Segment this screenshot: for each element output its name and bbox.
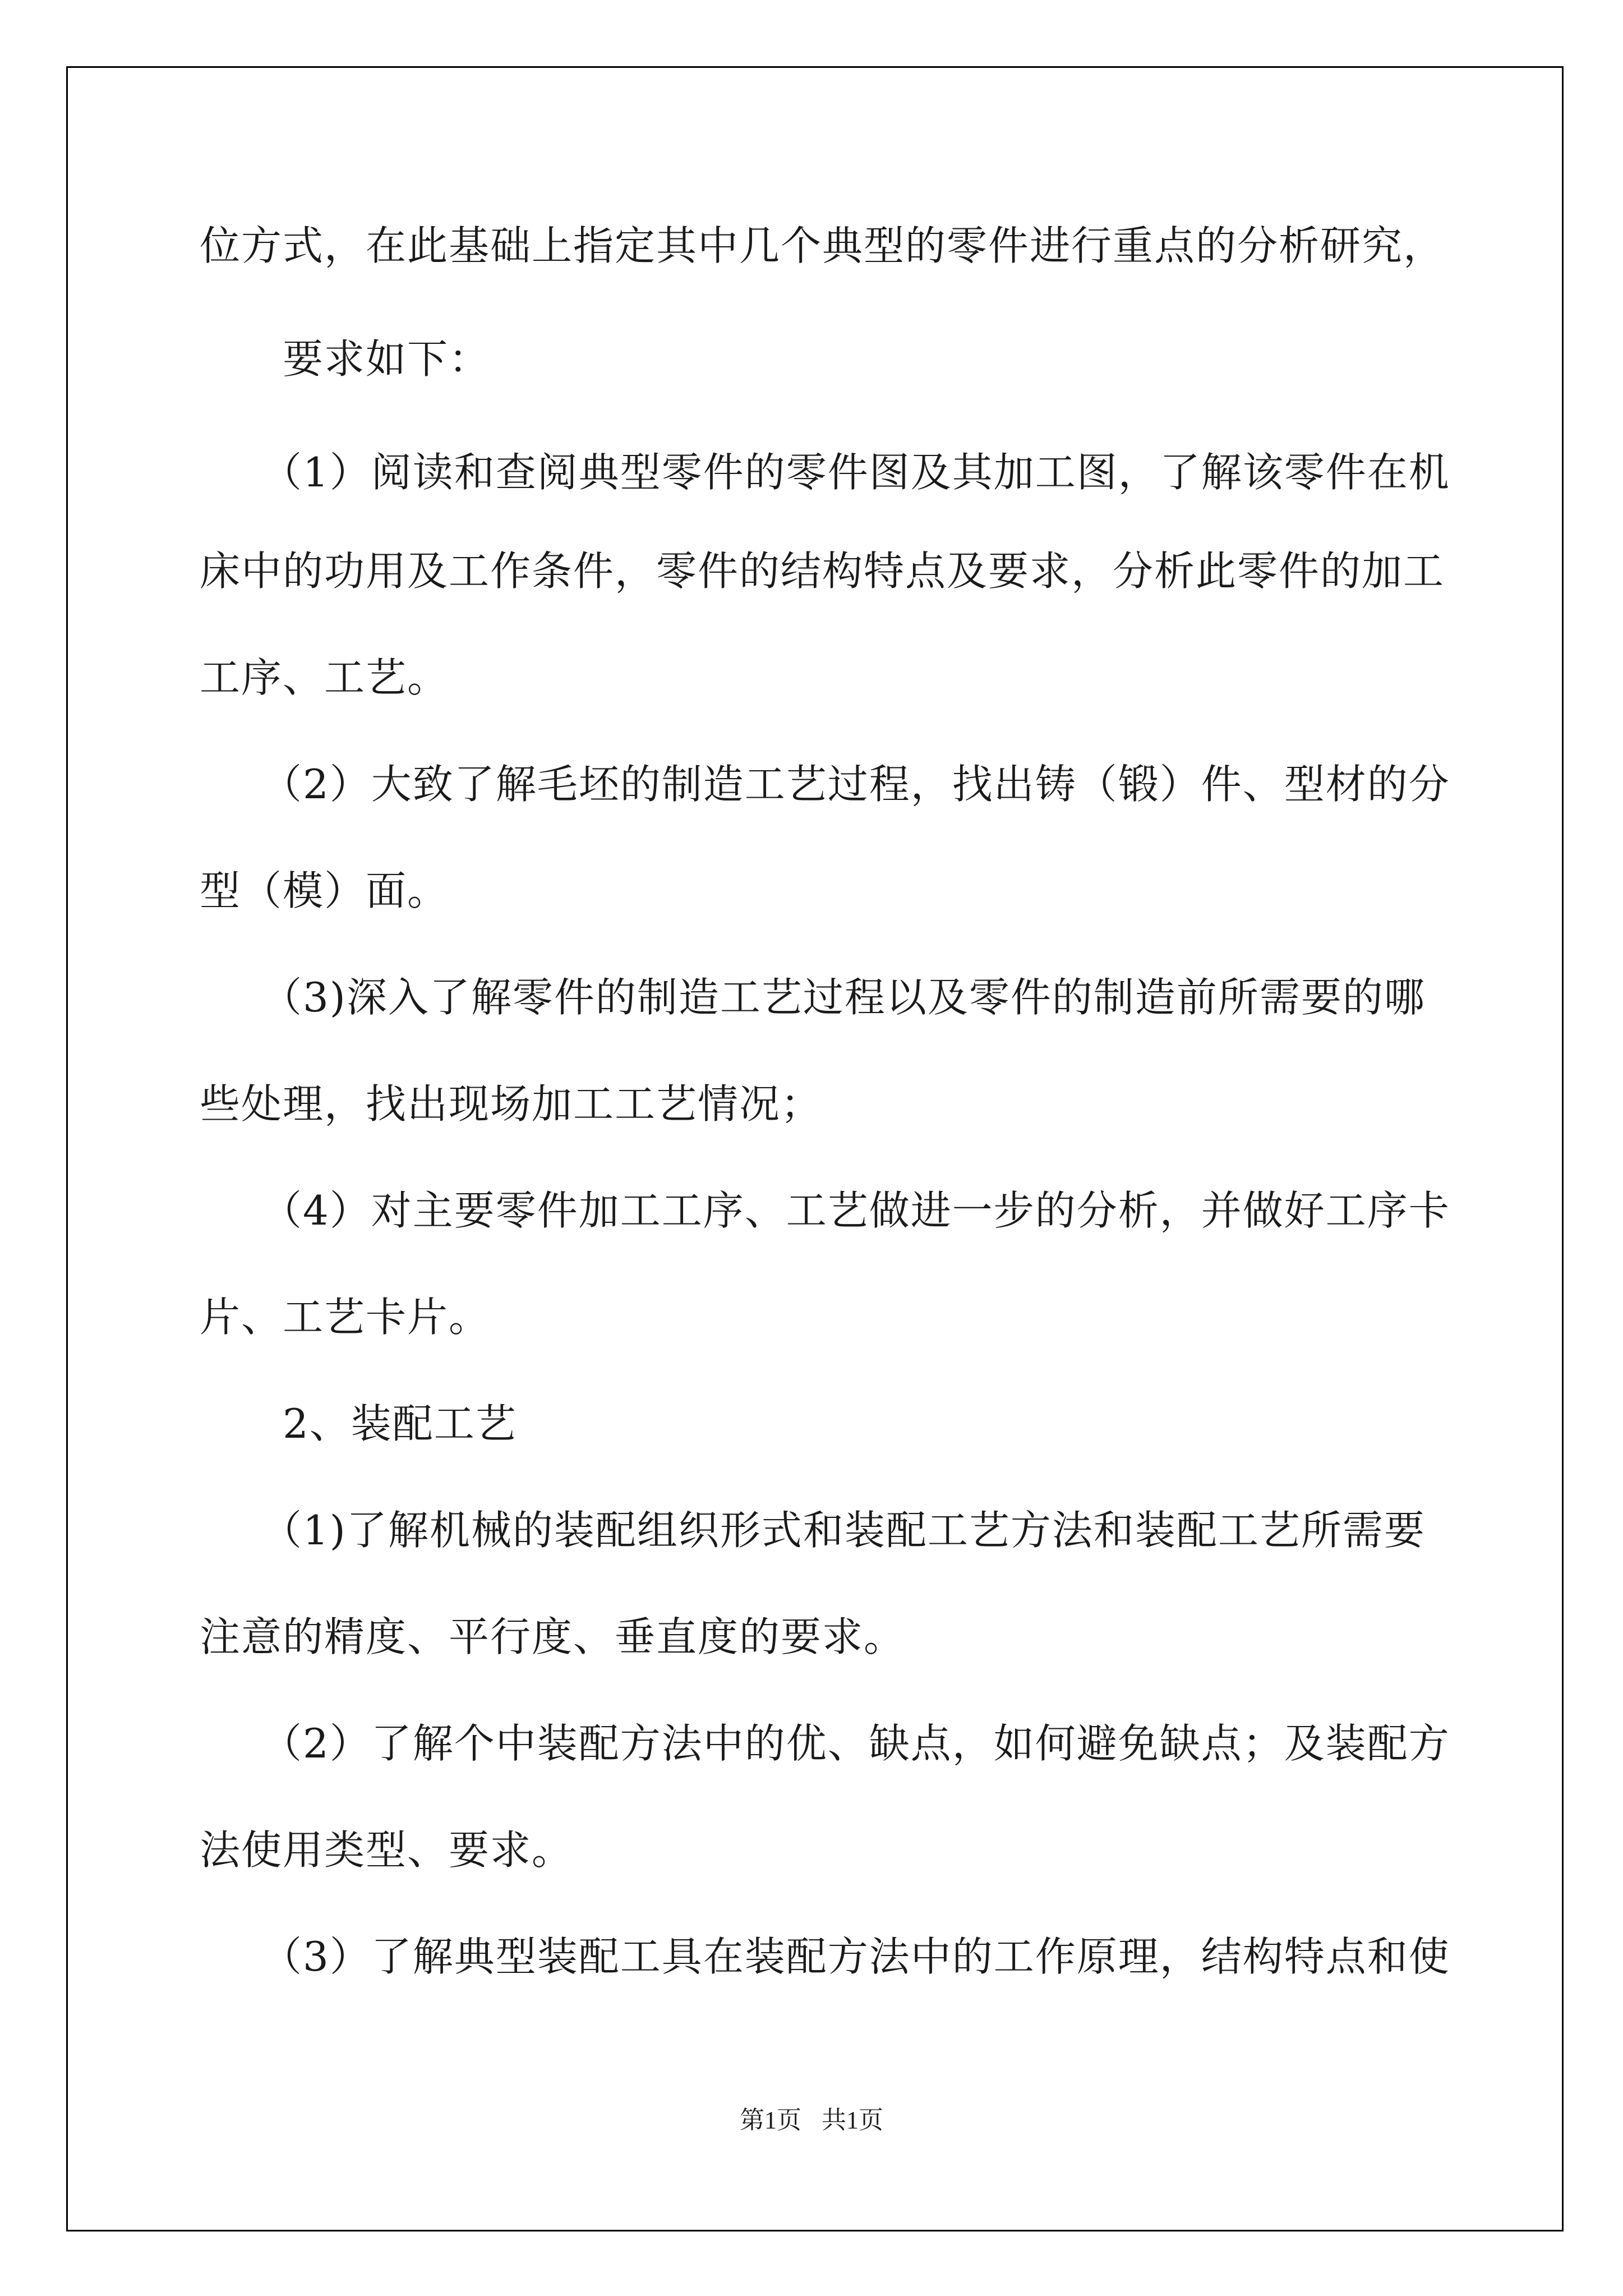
page-border: [66, 66, 1564, 2231]
text-line: （3）了解典型装配工具在装配方法中的工作原理，结构特点和使: [261, 1933, 1450, 1980]
text-line: 工序、工艺。: [200, 654, 449, 701]
text-line: 床中的功用及工作条件，零件的结构特点及要求，分析此零件的加工: [200, 547, 1445, 595]
section-heading: 2、装配工艺: [283, 1400, 517, 1447]
text-line: （1）阅读和查阅典型零件的零件图及其加工图，了解该零件在机: [261, 449, 1450, 496]
text-line: （1)了解机械的装配组织形式和装配工艺方法和装配工艺所需要: [261, 1507, 1426, 1554]
text-line: （4）对主要零件加工工序、工艺做进一步的分析，并做好工序卡: [261, 1187, 1450, 1234]
text-line: 位方式，在此基础上指定其中几个典型的零件进行重点的分析研究，: [200, 222, 1445, 269]
text-line: 型（模）面。: [200, 867, 449, 914]
text-line: （3)深入了解零件的制造工艺过程以及零件的制造前所需要的哪: [261, 974, 1426, 1021]
text-line: （2）大致了解毛坯的制造工艺过程，找出铸（锻）件、型材的分: [261, 761, 1450, 808]
page-number: 第1页: [740, 2106, 801, 2134]
page-footer: [0, 2104, 1623, 2137]
text-line: 注意的精度、平行度、垂直度的要求。: [200, 1613, 906, 1660]
text-line: 片、工艺卡片。: [200, 1294, 491, 1341]
text-line: 要求如下：: [283, 335, 491, 383]
text-line: 些处理，找出现场加工工艺情况；: [200, 1080, 823, 1128]
text-line: 法使用类型、要求。: [200, 1826, 574, 1874]
page-total: 共1页: [822, 2106, 883, 2134]
text-line: （2）了解个中装配方法中的优、缺点，如何避免缺点；及装配方: [261, 1720, 1450, 1767]
